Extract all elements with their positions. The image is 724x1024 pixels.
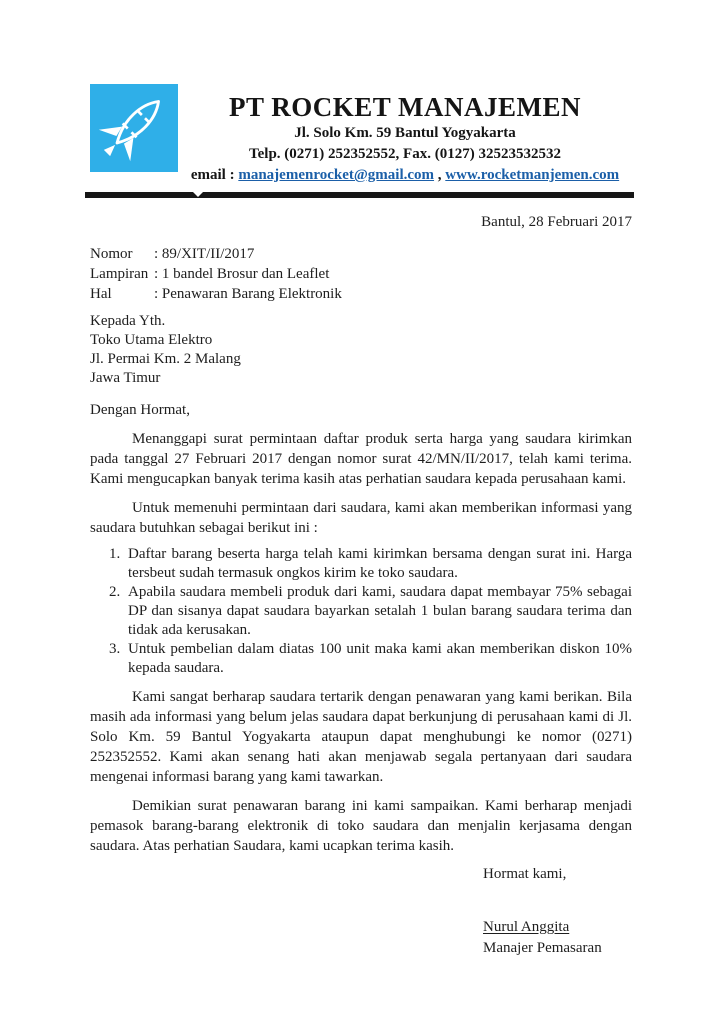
company-name: PT ROCKET MANAJEMEN <box>228 92 582 122</box>
meta-row-nomor <box>90 244 632 264</box>
meta-label: Hal <box>90 286 112 302</box>
recipient-line: Jawa Timur <box>90 370 161 386</box>
meta-value: : 89/XIT/II/2017 <box>154 246 255 262</box>
divider-notch <box>193 192 203 197</box>
email-label: email : <box>190 167 235 183</box>
letterhead-text <box>178 84 632 185</box>
company-address: Jl. Solo Km. 59 Bantul Yogyakarta <box>294 125 516 141</box>
email-link[interactable]: manajemenrocket@gmail.com <box>238 167 435 183</box>
letterhead-divider <box>85 192 634 198</box>
meta-value: : Penawaran Barang Elektronik <box>154 286 342 302</box>
company-logo <box>90 84 178 172</box>
meta-label: Lampiran <box>90 266 149 282</box>
website-link[interactable]: www.rocketmanjemen.com <box>445 167 620 183</box>
meta-value: : 1 bandel Brosur dan Leaflet <box>154 266 330 282</box>
list-item: 2. Apabila saudara membeli produk dari kami, saudara dapat membayar 75% sebagai DP dan sisanya dapat saudara bayarkan setalah 1 bulan barang saudara terima dan tidak ada kerusakan. <box>124 583 632 640</box>
recipient-block <box>90 312 632 388</box>
signature-closing: Hormat kami, <box>483 866 567 882</box>
meta-label: Nomor <box>90 246 133 262</box>
signature-name: Nurul Anggita <box>483 919 570 935</box>
paragraph-1: Menanggapi surat permintaan daftar produk serta harga yang saudara kirimkan pada tanggal 27 Februari 2017 dengan nomor surat 42/MN/II/2017, telah kami terima. Kami mengucapkan banyak terima kasih atas perhatian saudara kepada perusahaan kami. <box>90 431 632 487</box>
paragraph-3: Kami sangat berharap saudara tertarik dengan penawaran yang kami berikan. Bila masih ada informasi yang belum jelas saudara dapat berkunjung di perusahaan kami di Jl. Solo Km. 59 Bantul Yogyakarta ataupun dapat menghubungi ke nomor (0271) 252352552. Kami akan senang hati akan menjawab segala pertanyaan dari saudara mengenai informasi barang yang kami tawarkan. <box>90 689 632 785</box>
letterhead <box>90 84 632 185</box>
signature-title: Manajer Pemasaran <box>483 940 602 956</box>
company-phone-fax: Telp. (0271) 252352552, Fax. (0127) 32523532532 <box>249 146 561 162</box>
list-item: 3. Untuk pembelian dalam diatas 100 unit maka kami akan memberikan diskon 10% kepada saudara. <box>124 640 632 678</box>
meta-row-hal <box>90 284 632 304</box>
paragraph-4: Demikian surat penawaran barang ini kami sampaikan. Kami berharap menjadi pemasok barang-barang elektronik di toko saudara dan menjalin kerjasama dengan saudara. Atas perhatian Saudara, kami ucapkan terima kasih. <box>90 798 632 854</box>
salutation: Dengan Hormat, <box>90 402 190 418</box>
date-line: Bantul, 28 Februari 2017 <box>481 214 632 230</box>
signature-block <box>483 864 632 958</box>
link-separator: , <box>437 167 442 183</box>
recipient-line: Toko Utama Elektro <box>90 332 213 348</box>
paragraph-2: Untuk memenuhi permintaan dari saudara, kami akan memberikan informasi yang saudara butuhkan sebagai berikut ini : <box>90 500 632 536</box>
letter-meta <box>90 244 632 304</box>
company-contact-line <box>178 166 632 185</box>
offer-list <box>90 545 632 678</box>
rocket-icon <box>94 86 174 171</box>
meta-row-lampiran <box>90 264 632 284</box>
list-item: 1. Daftar barang beserta harga telah kami kirimkan bersama dengan surat ini. Harga tersbeut sudah termasuk ongkos kirim ke toko saudara. <box>124 545 632 583</box>
recipient-line: Kepada Yth. <box>90 313 166 329</box>
recipient-line: Jl. Permai Km. 2 Malang <box>90 351 241 367</box>
